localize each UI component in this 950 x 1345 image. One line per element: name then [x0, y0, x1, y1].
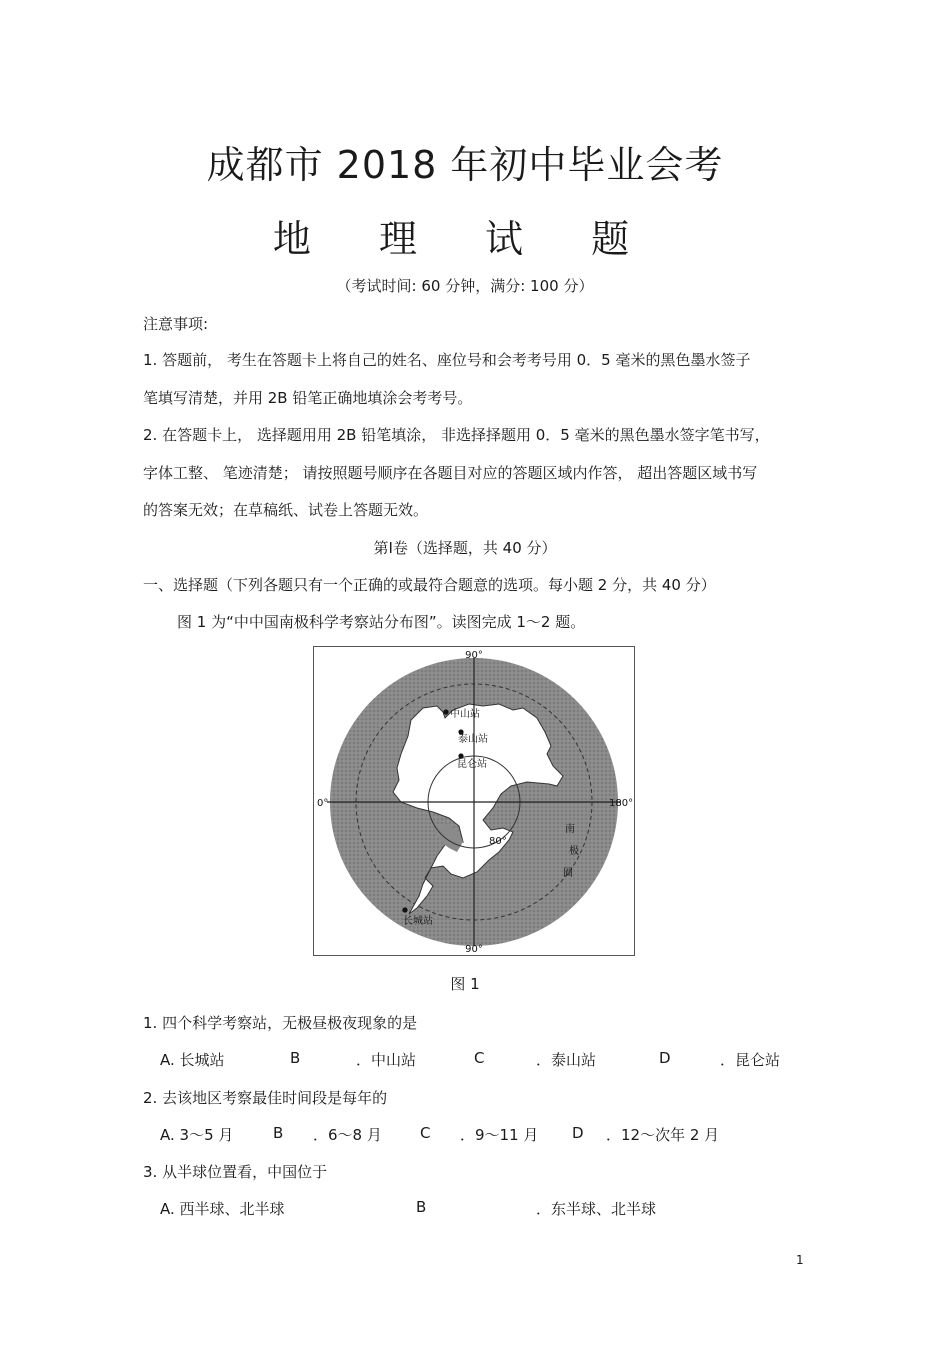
question-1-option-a: A. 长城站 [160, 1051, 225, 1069]
antarctic-map [313, 646, 635, 956]
label-ocean-3: 圈 [563, 868, 573, 879]
changcheng-station-marker [402, 907, 407, 912]
label-left-0: 0° [317, 798, 329, 809]
question-1-option-c-text: ．泰山站 [536, 1051, 597, 1069]
question-1-option-c-letter: C [474, 1049, 485, 1067]
question-3-option-b-text: ．东半球、北半球 [536, 1200, 657, 1218]
question-2-option-b-letter: B [273, 1124, 284, 1142]
label-top-90: 90° [465, 650, 483, 661]
label-80: 80° [489, 836, 507, 847]
label-right-180: 180° [609, 798, 634, 809]
notice-item-1-line-1: 1. 答题前， 考生在答题卡上将自己的姓名、座位号和会考考号用 0．5 毫米的黑色墨水签子 [143, 351, 751, 369]
question-2-option-c-text: ．9～11 月 [460, 1126, 539, 1144]
question-1-option-d-letter: D [659, 1049, 671, 1067]
volume-heading: 第Ⅰ卷（选择题，共 40 分） [373, 539, 557, 557]
figure-caption: 图 1 [450, 975, 480, 993]
label-zhongshan: 中山站 [450, 709, 480, 720]
question-2-option-d-text: ．12～次年 2 月 [606, 1126, 720, 1144]
kunlun-station-marker [458, 753, 463, 758]
notice-item-2-line-2: 字体工整、 笔迹清楚； 请按照题号顺序在各题目对应的答题区域内作答， 超出答题区域书写 [143, 464, 758, 482]
question-2-option-b-text: ．6～8 月 [313, 1126, 382, 1144]
notice-item-2-line-3: 的答案无效；在草稿纸、试卷上答题无效。 [143, 501, 429, 519]
figure-intro: 图 1 为“中中国南极科学考察站分布图”。读图完成 1～2 题。 [177, 613, 586, 631]
part-heading: 一、选择题（下列各题只有一个正确的或最符合题意的选项。每小题 2 分，共 40 分） [143, 576, 716, 594]
label-ocean-1: 南 [565, 824, 575, 835]
antarctic-map-figure [313, 646, 635, 956]
question-1-stem: 1. 四个科学考察站，无极昼极夜现象的是 [143, 1014, 418, 1032]
question-1-option-d-text: ．昆仑站 [720, 1051, 781, 1069]
document-title: 成都市 2018 年初中毕业会考 [206, 143, 724, 187]
question-2-option-d-letter: D [572, 1124, 584, 1142]
zhongshan-station-marker [443, 709, 448, 714]
question-2-option-c-letter: C [420, 1124, 431, 1142]
question-1-option-b-letter: B [290, 1049, 301, 1067]
label-bottom-90: 90° [465, 944, 483, 955]
label-ocean-2: 极 [569, 846, 579, 857]
question-3-option-b-letter: B [416, 1198, 427, 1216]
label-kunlun: 昆仑站 [457, 759, 487, 770]
question-1-option-b-text: ．中山站 [356, 1051, 417, 1069]
question-3-option-a: A. 西半球、北半球 [160, 1200, 285, 1218]
question-2-option-a: A. 3～5 月 [160, 1126, 234, 1144]
document-subtitle: 地 理 试 题 [272, 217, 658, 261]
question-2-stem: 2. 去该地区考察最佳时间段是每年的 [143, 1089, 388, 1107]
notice-heading: 注意事项: [143, 315, 209, 333]
question-3-stem: 3. 从半球位置看，中国位于 [143, 1163, 328, 1181]
notice-item-1-line-2: 笔填写清楚，并用 2B 铅笔正确地填涂会考考号。 [143, 389, 473, 407]
label-changcheng: 长城站 [403, 916, 433, 927]
notice-item-2-line-1: 2. 在答题卡上， 选择题用用 2B 铅笔填涂， 非选择择题用 0．5 毫米的黑色墨水签字笔书写， [143, 426, 770, 444]
label-taishan: 泰山站 [458, 734, 488, 745]
exam-info: （考试时间: 60 分钟，满分: 100 分） [336, 277, 594, 295]
page-number: 1 [796, 1253, 804, 1267]
